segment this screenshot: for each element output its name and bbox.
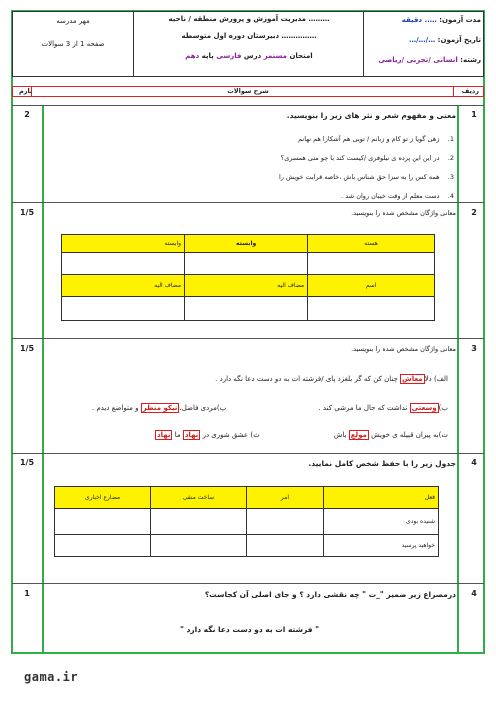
q3-line-a: الف) دلامعاش چنان کن که گر بلغزد پای /فرشته ات به دو دست دعا نگه دارد . (215, 375, 448, 383)
q2-table (61, 234, 435, 321)
q2-cell-r1c3: هسته (308, 235, 435, 253)
q5-quote: " فرشته ات به دو دست دعا نگه دارد " (179, 625, 320, 634)
q1-score: 2 (24, 110, 30, 119)
score-column-line (42, 105, 44, 652)
page-frame (11, 10, 485, 654)
q1-item-4: 4. دست معلم از وقت خیبان روان شد . (341, 192, 454, 200)
exam-title: امتحان مستمر درس فارسی پایه دهم (185, 52, 313, 60)
q3-highlight-th2: نهاد (157, 431, 171, 439)
q2-title: معانی واژگان مشخص شده را بنویسید. (351, 209, 456, 217)
q2-cell-r3c1: مضاف الیه (62, 275, 185, 297)
q4-table (54, 486, 439, 557)
q2-number: 2 (471, 208, 477, 217)
sep-q1 (12, 105, 484, 106)
duration: مدت آزمون: ….. دقیقه (401, 16, 481, 24)
q1-number: 1 (471, 110, 477, 119)
q4-row-2: خواهید پرسید (323, 535, 438, 557)
q5-score: 1 (24, 589, 30, 598)
sep-q4 (12, 453, 484, 454)
q3-highlight-p: نیکو منظر (142, 404, 178, 412)
q5-number: 4 (471, 589, 477, 598)
site-footer: gama.ir (24, 670, 79, 684)
q4-header-2: امر (247, 487, 324, 509)
q4-title: جدول زیر را با حفظ شخص کامل نمایید. (308, 459, 456, 468)
exam-date: تاریخ آزمون: …/…/… (409, 36, 481, 44)
sep-q2 (12, 202, 484, 203)
q1-title: معنی و مفهوم شعر و نثر های زیر را بنویسید. (286, 111, 456, 120)
q4-header-3: ساخت منفی (151, 487, 247, 509)
school-type: دبیرستان دوره اول متوسطه …………… (181, 32, 317, 40)
q1-item-2: 2. در این این پرده ی نیلوفری /کیست کند با چو منی همسری؟ (280, 154, 454, 162)
field: رشته: انسانی /تجربی /ریاضی (378, 56, 481, 64)
q4-header-1: فعل (323, 487, 438, 509)
q3-title: معانی واژگان مشخص شده را بنویسید. (351, 345, 456, 353)
q1-item-1: 1. زهی گویا ز تو کام و زبانم / تویی هم آشکارا هم نهانم (298, 135, 454, 143)
q1-item-3: 3. همه کس را به سزا حق شناس باش ،خاصه قرابت خویش را (278, 173, 454, 181)
sep-q3 (12, 338, 484, 339)
q3-score: 1/5 (19, 344, 35, 353)
q2-cell-r3c2: مضاف الیه (185, 275, 308, 297)
q3-number: 3 (471, 344, 477, 353)
q5-title: درمصراع زیر ضمیر "_ت " چه نقشی دارد ؟ و جای اصلی آن کجاست؟ (204, 590, 456, 599)
school-stamp-label: مهر مدرسه (56, 17, 90, 25)
q2-score: 1/5 (19, 208, 35, 217)
q4-header-4: مضارع اخباری (55, 487, 151, 509)
q2-cell-r1c2: وابسته (185, 235, 308, 253)
q3-line-t: ت)به پیران قبیله ی خویش مولع باش (333, 431, 448, 439)
org-name: مدیریت آموزش و پرورش منطقه / ناحیه ……… (168, 15, 330, 23)
sep-q5 (12, 583, 484, 584)
q2-cell-r1c1: وابسته (62, 235, 185, 253)
q3-line-p: پ)مردی فاضل،نیکو منظر و متواضع دیدم . (92, 404, 227, 412)
q4-number: 4 (471, 458, 477, 467)
header-left-cell (13, 12, 133, 76)
q3-highlight-th1: نهاد (184, 431, 199, 439)
q2-cell-r3c3: اسم (308, 275, 435, 297)
q4-row-1: شنیده بودی (323, 509, 438, 535)
q3-highlight-t: مولع (350, 431, 367, 439)
q3-highlight-a: معاش (402, 375, 423, 383)
columns-header (12, 86, 484, 97)
row-column-line (457, 105, 459, 652)
header-right-cell (363, 12, 485, 76)
col-questions-label: شرح سوالات (227, 87, 269, 95)
exam-header (12, 11, 484, 77)
col-row-label: ردیف (461, 87, 479, 95)
q4-score: 1/5 (19, 458, 35, 467)
page-info: صفحه 1 از 3 سوالات (41, 40, 105, 48)
q3-line-th: ث) عشق شوری در نهاد ما نهاد (157, 431, 260, 439)
header-middle-cell (133, 12, 363, 76)
q3-highlight-b: وسعتی (411, 404, 437, 412)
q3-line-b: ب)وسعتی نداشت که حال ما مرشی کند . (318, 404, 448, 412)
col-score-label: بارم (19, 87, 33, 95)
